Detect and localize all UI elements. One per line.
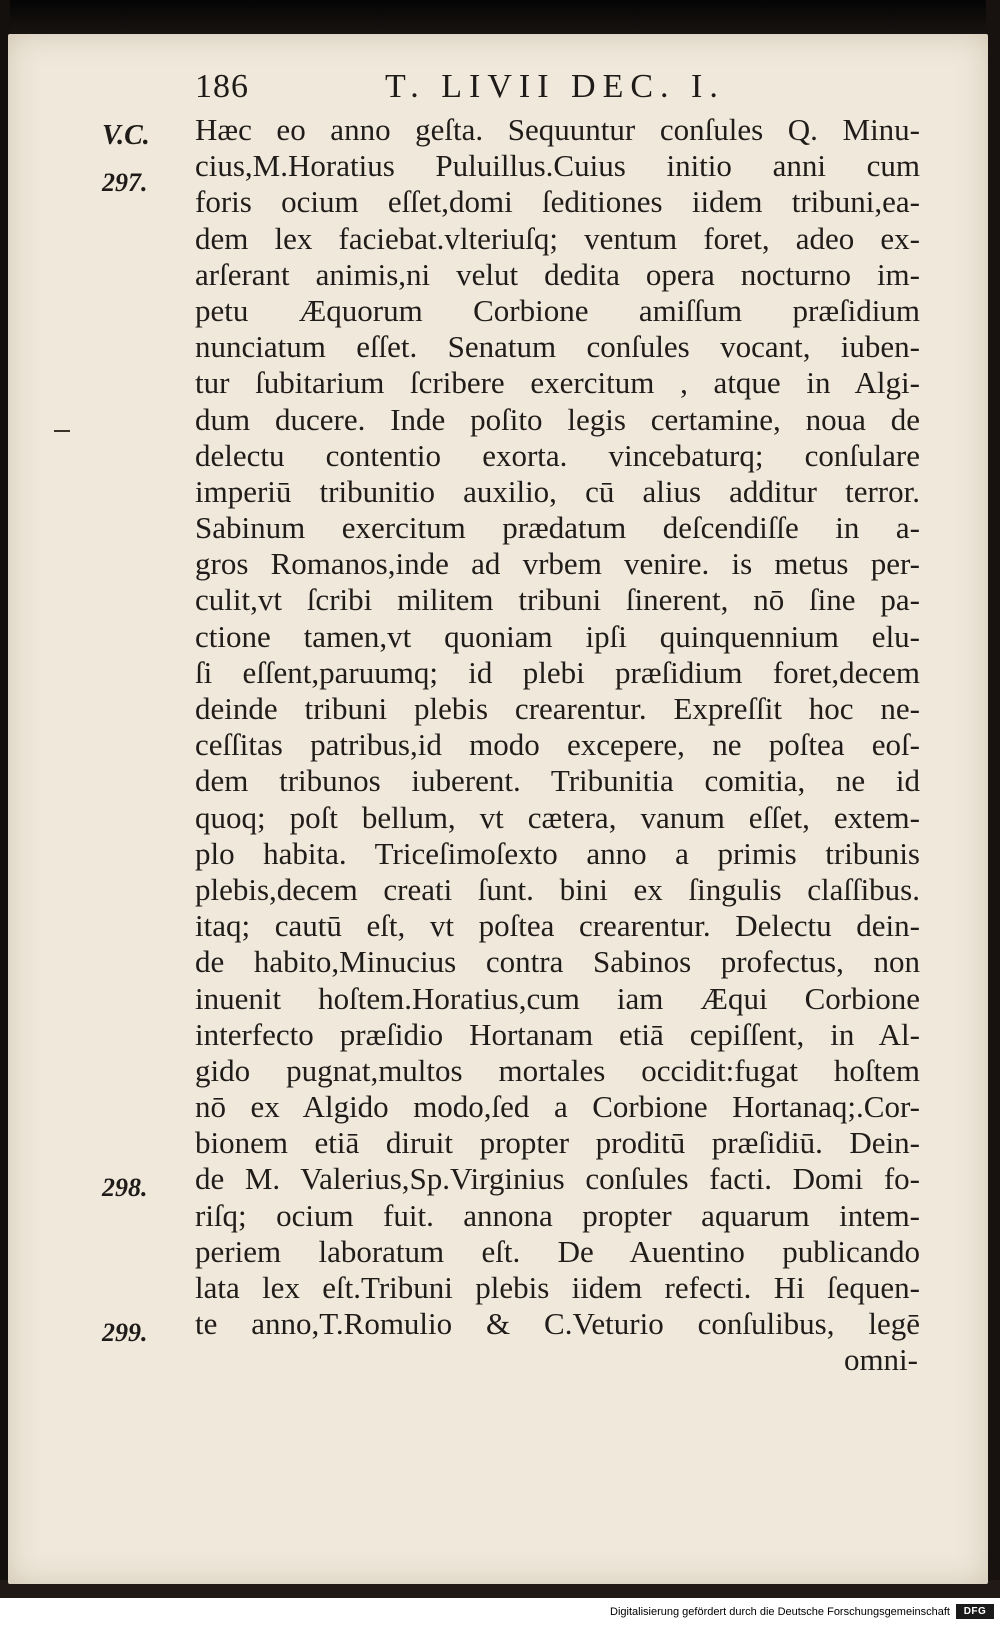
margin-dash-mark xyxy=(54,430,70,432)
text-line: nunciatum eſſet. Senatum conſules vocant, iuben- xyxy=(195,329,920,365)
text-line: dem lex faciebat.vlteriuſq; ventum foret, adeo ex- xyxy=(195,220,920,256)
text-line: foris ocium eſſet,domi ſeditiones iidem tribuni,ea- xyxy=(195,184,920,220)
text-line: ctione tamen,vt quoniam ipſi quinquennium elu- xyxy=(195,618,920,654)
text-line: quoq; poſt bellum, vt cætera, vanum eſſet, extem- xyxy=(195,799,920,835)
text-line: delectu contentio exorta. vincebaturq; conſulare xyxy=(195,437,920,473)
text-line: petu Æquorum Corbione amiſſum præſidium xyxy=(195,292,920,328)
text-line: gido pugnat,multos mortales occidit:fugat hoſtem xyxy=(195,1052,920,1088)
scan-top-border xyxy=(0,0,1000,38)
digitization-footer xyxy=(0,1598,1000,1634)
text-line: te anno,T.Romulio & C.Veturio conſulibus, legē xyxy=(195,1306,920,1342)
text-line: gros Romanos,inde ad vrbem venire. is metus per- xyxy=(195,546,920,582)
catchword: omni- xyxy=(843,1342,918,1378)
margin-year-298: 298. xyxy=(102,1173,148,1202)
running-title: T. LIVII DEC. I. xyxy=(385,68,725,105)
margin-year-297: 297. xyxy=(102,168,148,197)
text-line: lata lex eſt.Tribuni plebis iidem refecti. Hi ſequen- xyxy=(195,1270,920,1305)
text-line: plo habita. Triceſimoſexto anno a primis tribunis xyxy=(195,835,920,871)
page-number: 186 xyxy=(195,68,249,105)
text-line: periem laboratum eſt. De Auentino publicando xyxy=(195,1233,920,1269)
text-line: dum ducere. Inde poſito legis certamine, noua de xyxy=(195,401,920,437)
dfg-logo: DFG xyxy=(956,1604,994,1619)
text-line: Sabinum exercitum prædatum deſcendiſſe in a- xyxy=(195,510,920,546)
text-line: culit,vt ſcribi militem tribuni ſinerent, nō ſine pa- xyxy=(195,582,920,618)
text-line: nō ex Algido modo,ſed a Corbione Hortanaq;.Cor- xyxy=(195,1089,920,1125)
page-header xyxy=(195,68,795,108)
text-line: bionem etiā diruit propter proditū præſidiū. Dein- xyxy=(195,1125,920,1161)
text-line: riſq; ocium fuit. annona propter aquarum intem- xyxy=(195,1197,920,1233)
text-line: de M. Valerius,Sp.Virginius conſules facti. Domi fo- xyxy=(195,1161,920,1197)
footer-credit: Digitalisierung gefördert durch die Deutsche Forschungsgemeinschaft xyxy=(610,1606,950,1618)
text-line: plebis,decem creati ſunt. bini ex ſingulis claſſibus. xyxy=(195,871,920,907)
text-line: dem tribunos iuberent. Tribunitia comitia, ne id xyxy=(195,763,920,799)
text-line: arſerant animis,ni velut dedita opera nocturno im- xyxy=(195,256,920,292)
text-line: imperiū tribunitio auxilio, cū alius additur terror. xyxy=(195,473,920,509)
scan-right-border xyxy=(986,0,1000,1590)
text-line: Hæc eo anno geſta. Sequuntur conſules Q. Minu- xyxy=(195,112,920,147)
text-line: de habito,Minucius contra Sabinos profectus, non xyxy=(195,944,920,980)
text-line: deinde tribuni plebis crearentur. Expreſſit hoc ne- xyxy=(195,691,920,726)
text-line: tur ſubitarium ſcribere exercitum , atque in Algi- xyxy=(195,365,920,401)
text-line: cius,M.Horatius Puluillus.Cuius initio anni cum xyxy=(195,148,920,184)
text-line: ſi eſſent,paruumq; id plebi præſidium foret,decem xyxy=(195,654,920,690)
text-line: ceſſitas patribus,id modo excepere, ne poſtea eoſ- xyxy=(195,727,920,763)
body-text xyxy=(195,112,920,1379)
text-line: inuenit hoſtem.Horatius,cum iam Æqui Corbione xyxy=(195,980,920,1016)
margin-year-299: 299. xyxy=(102,1318,148,1347)
text-line: interfecto præſidio Hortanam etiā cepiſſent, in Al- xyxy=(195,1016,920,1052)
text-line: itaq; cautū eſt, vt poſtea crearentur. Delectu dein- xyxy=(195,908,920,944)
margin-label-vc: V.C. xyxy=(102,120,150,151)
